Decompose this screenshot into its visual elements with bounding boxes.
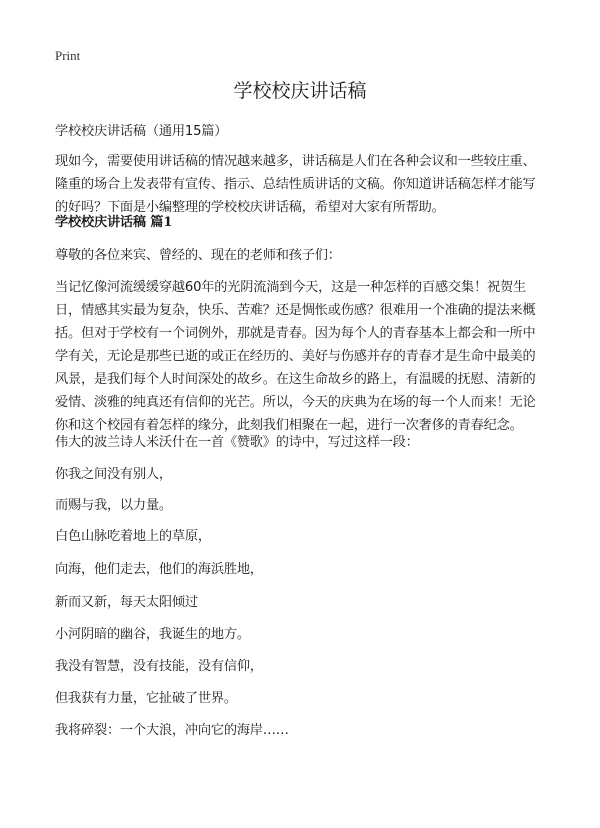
document-title: 学校校庆讲话稿: [233, 80, 367, 102]
poem-line: 小河阴暗的幽谷，我诞生的地方。: [55, 627, 250, 642]
section-heading: 学校校庆讲话稿 篇1: [55, 215, 173, 230]
poem-line: 我没有智慧，没有技能，没有信仰，: [55, 659, 263, 674]
poem-line: 新而又新，每天太阳倾过: [55, 595, 198, 610]
poem-line: 白色山脉吃着地上的草原，: [55, 529, 211, 544]
poem-line: 但我获有力量，它扯破了世界。: [55, 691, 237, 706]
poem-line: 你我之间没有别人，: [55, 467, 172, 482]
print-link[interactable]: Print: [55, 48, 81, 63]
quote-intro-paragraph: 伟大的波兰诗人米沃什在一首《赞歌》的诗中，写过这样一段：: [55, 435, 419, 450]
body-paragraph: 当记忆像河流缓缓穿越60年的光阴流淌到今天，这是一种怎样的百感交集！祝贺生日，情感其实最为复杂，快乐、苦难？还是惆怅或伤感？很难用一个准确的提法来概括。但对于学校有一个词例外，那就是青春。因为每个人的青春基本上都会和一所中学有关，无论是那些已逝的或正在经历的、美好与伤感并存的青春才是生命中最美的风景，是我们每个人时间深处的故乡。在这生命故乡的路上，有温暖的抚慰、清新的爱情、淡雅的纯真还有信仰的光芒。所以，今天的庆典为在场的每一个人而来！无论你和这个校园有着怎样的缘分，此刻我们相聚在一起，进行一次奢侈的青春纪念。: [55, 280, 536, 433]
poem-line: 向海，他们走去，他们的海浜胜地，: [55, 562, 263, 577]
document-subtitle: 学校校庆讲话稿（通用15篇）: [55, 124, 228, 139]
intro-paragraph: 现如今，需要使用讲话稿的情况越来越多，讲话稿是人们在各种会议和一些较庄重、隆重的场合上发表带有宣传、指示、总结性质讲话的文稿。你知道讲话稿怎样才能写的好吗？下面是小编整理的学校校庆讲话稿，希望对大家有所帮助。: [55, 154, 536, 215]
poem-line: 我将碎裂：一个大浪，冲向它的海岸……: [55, 723, 289, 738]
greeting-paragraph: 尊敬的各位来宾、曾经的、现在的老师和孩子们：: [55, 248, 341, 263]
poem-line: 而赐与我，以力量。: [55, 498, 172, 513]
